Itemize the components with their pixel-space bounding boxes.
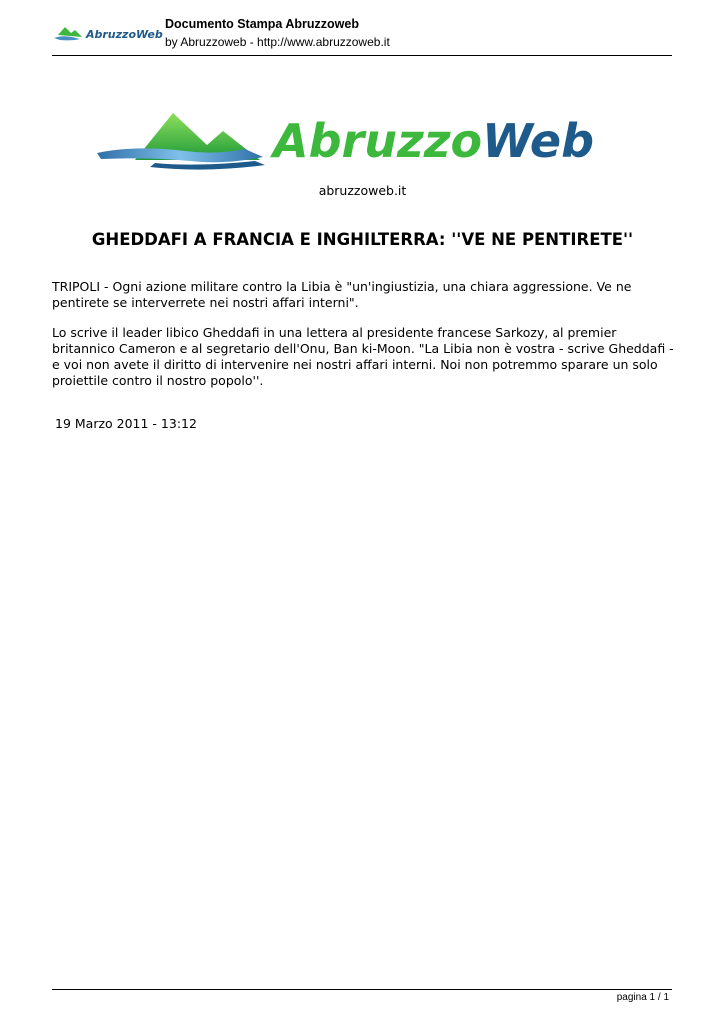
article-paragraph: Lo scrive il leader libico Gheddafi in una lettera al presidente francese Sarkozy, al premier britannico Cameron e al segretario dell'Onu, Ban ki-Moon. "La Libia non è vostra - scrive Gheddafi - e voi non avete il diritto di intervenire nei nostri affari interni. Noi non potremmo sparare un solo proiettile contro il nostro popolo''. (52, 325, 674, 388)
page-number: pagina 1 / 1 (616, 992, 669, 1003)
header-subtitle: by Abruzzoweb - http://www.abruzzoweb.it (165, 35, 390, 49)
header-title: Documento Stampa Abruzzoweb (165, 17, 359, 31)
article-title: GHEDDAFI A FRANCIA E INGHILTERRA: ''VE NE PENTIRETE'' (91, 230, 634, 249)
river-shape (97, 148, 263, 162)
header-logo (52, 21, 163, 45)
header-divider (52, 55, 672, 56)
abruzzoweb-logo-text: AbruzzoWeb (273, 114, 595, 168)
abruzzoweb-logo (95, 105, 605, 175)
footer-divider (52, 989, 672, 990)
article-paragraph: TRIPOLI - Ogni azione militare contro la Libia è "un'ingiustizia, una chiara aggressione. Ve ne pentirete se interverrete nei nostri affari interni". (52, 279, 632, 310)
header-logo-text: AbruzzoWeb (86, 28, 163, 41)
site-caption: abruzzoweb.it (318, 183, 407, 198)
article-date: 19 Marzo 2011 - 13:12 (55, 416, 197, 431)
